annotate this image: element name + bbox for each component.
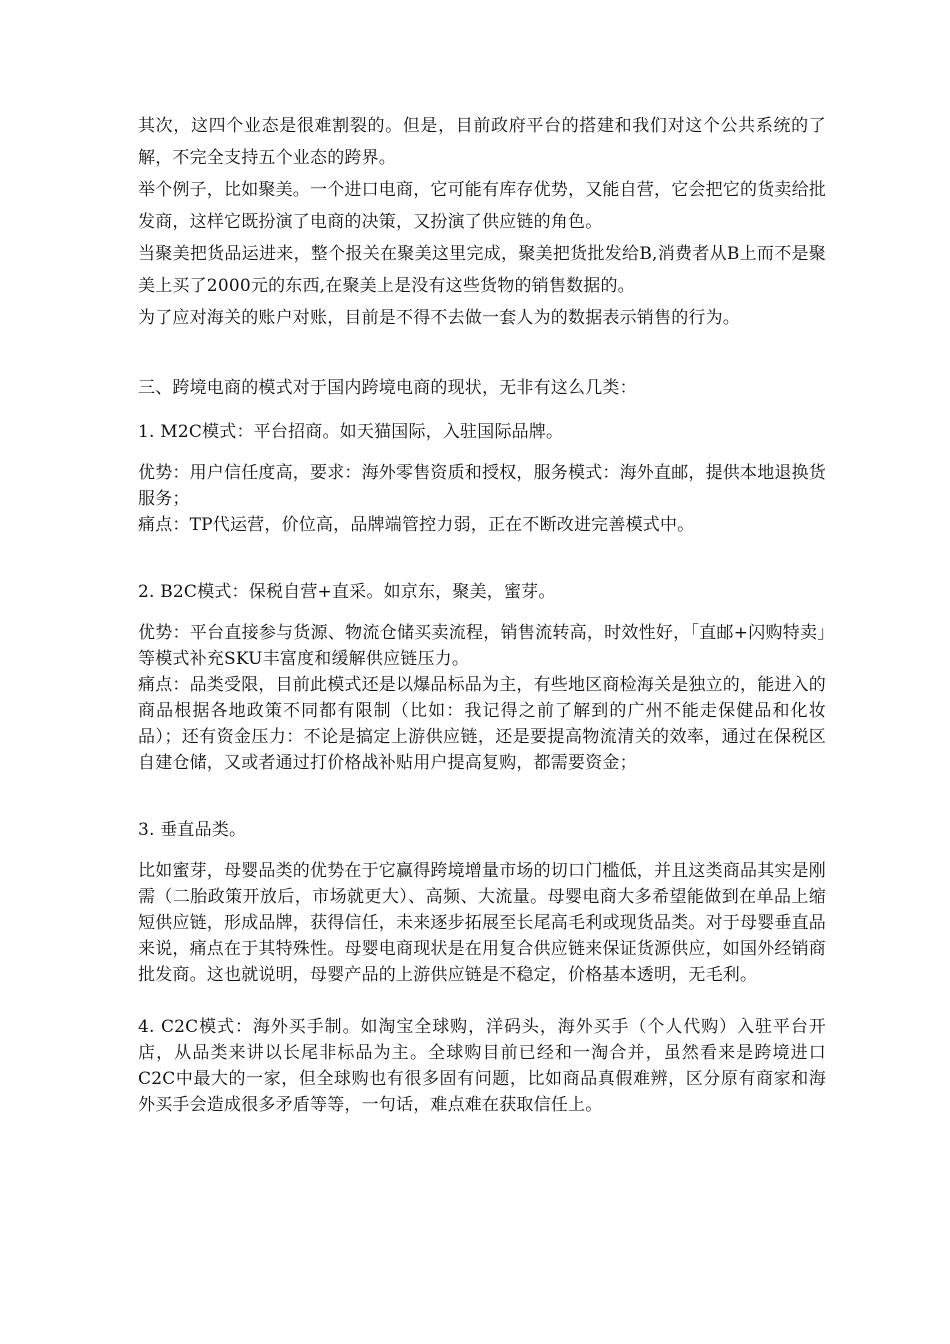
spacer — [138, 988, 826, 1014]
c2c-body: 4. C2C模式：海外买手制。如淘宝全球购，洋码头，海外买手（个人代购）入驻平台开店，从品类来讲以长尾非标品为主。全球购目前已经和一淘合并，虽然看来是跨境进口C2C中最大的一家，但全球购也有很多固有问题，比如商品真假难辨，区分原有商家和海外买手会造成很多矛盾等等，一句话，难点难在获取信任上。 — [138, 1017, 826, 1115]
spacer — [138, 538, 826, 576]
m2c-heading: 1. M2C模式：平台招商。如天猫国际，入驻国际品牌。 — [138, 422, 564, 442]
spacer — [138, 404, 826, 416]
document-page — [138, 110, 826, 1118]
c2c-details — [138, 1014, 826, 1118]
m2c-cons: 痛点：TP代运营，价位高，品牌端管控力弱，正在不断改进完善模式中。 — [138, 515, 695, 535]
spacer — [138, 846, 826, 858]
m2c-details — [138, 460, 826, 538]
spacer — [138, 448, 826, 460]
intro-paragraph: 举个例子，比如聚美。一个进口电商，它可能有库存优势，又能自营，它会把它的货卖给批发商，这样它既扮演了电商的决策，又扮演了供应链的角色。 — [138, 180, 826, 232]
intro-paragraph: 当聚美把货品运进来，整个报关在聚美这里完成，聚美把货批发给B,消费者从B上而不是聚美上买了2000元的东西,在聚美上是没有这些货物的销售数据的。 — [138, 244, 826, 296]
b2c-heading: 2. B2C模式：保税自营+直采。如京东，聚美，蜜芽。 — [138, 582, 556, 602]
b2c-pros: 优势：平台直接参与货源、物流仓储买卖流程，销售流转高，时效性好，「直邮+闪购特卖」等模式补充SKU丰富度和缓解供应链压力。 — [138, 623, 826, 669]
spacer — [138, 776, 826, 814]
m2c-pros: 优势：用户信任度高，要求：海外零售资质和授权，服务模式：海外直邮，提供本地退换货服务； — [138, 463, 826, 509]
section-heading: 三、跨境电商的模式对于国内跨境电商的现状，无非有这么几类： — [138, 378, 637, 398]
b2c-details — [138, 620, 826, 776]
intro-paragraph: 为了应对海关的账户对账，目前是不得不去做一套人为的数据表示销售的行为。 — [138, 308, 740, 328]
intro-block — [138, 110, 826, 334]
spacer — [138, 334, 826, 372]
b2c-cons: 痛点：品类受限，目前此模式还是以爆品标品为主，有些地区商检海关是独立的，能进入的商品根据各地政策不同都有限制（比如：我记得之前了解到的广州不能走保健品和化妆品）；还有资金压力：不论是搞定上游供应链，还是要提高物流清关的效率，通过在保税区自建仓储，又或者通过打价格战补贴用户提高复购，都需要资金； — [138, 675, 826, 773]
vertical-body: 比如蜜芽，母婴品类的优势在于它赢得跨境增量市场的切口门槛低，并且这类商品其实是刚需（二胎政策开放后，市场就更大）、高频、大流量。母婴电商大多希望能做到在单品上缩短供应链，形成品牌，获得信任，未来逐步拓展至长尾高毛利或现货品类。对于母婴垂直品来说，痛点在于其特殊性。母婴电商现状是在用复合供应链来保证货源供应，如国外经销商批发商。这也就说明，母婴产品的上游供应链是不稳定，价格基本透明，无毛利。 — [138, 861, 826, 985]
vertical-details — [138, 858, 826, 988]
vertical-heading: 3. 垂直品类。 — [138, 820, 247, 840]
spacer — [138, 608, 826, 620]
intro-paragraph: 其次，这四个业态是很难割裂的。但是，目前政府平台的搭建和我们对这个公共系统的了解，不完全支持五个业态的跨界。 — [138, 116, 826, 168]
